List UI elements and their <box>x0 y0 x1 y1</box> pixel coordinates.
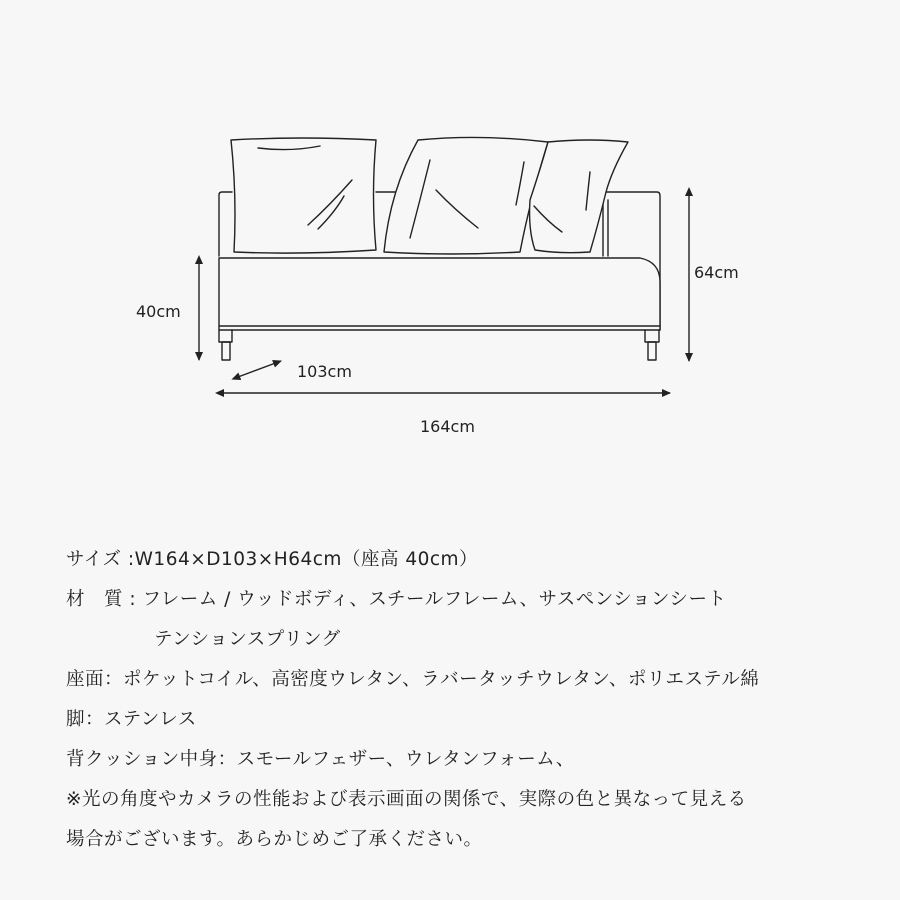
sofa-drawing <box>219 137 660 360</box>
width-label: 164cm <box>420 417 475 436</box>
depth-arrow <box>238 361 281 377</box>
height-label: 64cm <box>694 263 739 282</box>
spec-seat: 座面：ポケットコイル、高密度ウレタン、ラバータッチウレタン、ポリエステル綿 <box>66 669 760 690</box>
seat-height-label: 40cm <box>136 302 181 321</box>
spec-note-continued: 場合がございます。あらかじめご了承ください。 <box>66 829 483 850</box>
spec-material-continued: テンションスプリング <box>154 629 341 650</box>
spec-size: サイズ :W164×D103×H64cm（座高 40cm） <box>66 549 479 570</box>
spec-note: ※光の角度やカメラの性能および表示画面の関係で、実際の色と異なって見える <box>66 789 747 810</box>
spec-legs: 脚：ステンレス <box>66 709 197 730</box>
spec-back-cushion: 背クッション中身：スモールフェザー、ウレタンフォーム、 <box>66 749 575 770</box>
spec-list <box>66 540 896 860</box>
depth-label: 103cm <box>297 362 352 381</box>
spec-material: 材 質 : フレーム / ウッドボディ、スチールフレーム、サスペンションシート <box>66 589 727 610</box>
